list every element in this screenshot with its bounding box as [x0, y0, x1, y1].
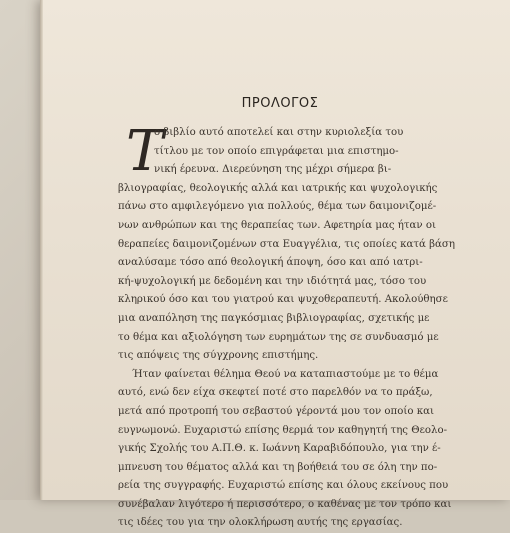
text-line: συνέβαλαν λιγότερο ή περισσότερο, ο καθένας με τον τρόπο και [118, 498, 452, 510]
page-title: ΠΡΟΛΟΓΟΣ [241, 96, 319, 111]
text-line: γικής Σχολής του Α.Π.Θ. κ. Ιωάννη Καραβιδόπουλο, για την έ- [118, 443, 441, 455]
text-line: κληρικού όσο και του γιατρού και ψυχοθεραπευτή. Ακολούθησε [118, 294, 448, 306]
text-line: αναλύσαμε τόσο από θεολογική άποψη, όσο και από ιατρι- [118, 257, 423, 269]
text-line: τις ιδέες του για την ολοκλήρωση αυτής της εργασίας. [118, 517, 403, 529]
text-line: θεραπείες δαιμονιζομένων στα Ευαγγέλια, τις οποίες κατά βάση [118, 238, 455, 250]
text-line: τις απόψεις της σύγχρονης επιστήμης. [118, 350, 319, 362]
body-text [118, 119, 490, 533]
drop-cap: Τ [126, 119, 164, 184]
page-edge [40, 0, 43, 500]
text-line: ευγνωμονώ. Ευχαριστώ επίσης θερμά τον καθηγητή της Θεολο- [118, 424, 448, 436]
text-line: μετά από προτροπή του σεβαστού γέροντά μου τον οποίο και [118, 405, 434, 417]
text-line: αυτό, ενώ δεν είχα σκεφτεί ποτέ στο παρελθόν να το πράξω, [118, 387, 433, 399]
text-line: νων ανθρώπων και της θεραπείας των. Αφετηρία μας ήταν οι [118, 219, 436, 231]
text-line: ο βιβλίο αυτό αποτελεί και στην κυριολεξία του [154, 127, 404, 138]
text-line: το θέμα και αξιολόγηση των ευρημάτων της σε συνδυασμό με [118, 331, 439, 343]
text-line: κή-ψυχολογική με δεδομένη και την ιδιότητά μας, τόσο του [118, 275, 427, 287]
text-line: τίτλου με τον οποίο επιγράφεται μια επιστημο- [154, 145, 399, 157]
text-line: μια αναπόληση της παγκόσμιας βιβλιογραφίας, σχετικής με [118, 312, 430, 324]
text-line: Ήταν φαίνεται θέλημα Θεού να καταπιαστούμε με το θέμα [132, 368, 439, 380]
text-line: νική έρευνα. Διερεύνηση της μέχρι σήμερα βι- [154, 164, 392, 176]
text-line: ρεία της συγγραφής. Ευχαριστώ επίσης και όλους εκείνους που [118, 480, 449, 492]
text-line: μπνευση του θέματος αλλά και τη βοήθειά του σε όλη την πο- [118, 461, 438, 473]
text-line: βλιογραφίας, θεολογικής αλλά και ιατρικής και ψυχολογικής [118, 182, 438, 194]
text-line: πάνω στο αμφιλεγόμενο για πολλούς, θέμα των δαιμονιζομέ- [118, 201, 437, 213]
